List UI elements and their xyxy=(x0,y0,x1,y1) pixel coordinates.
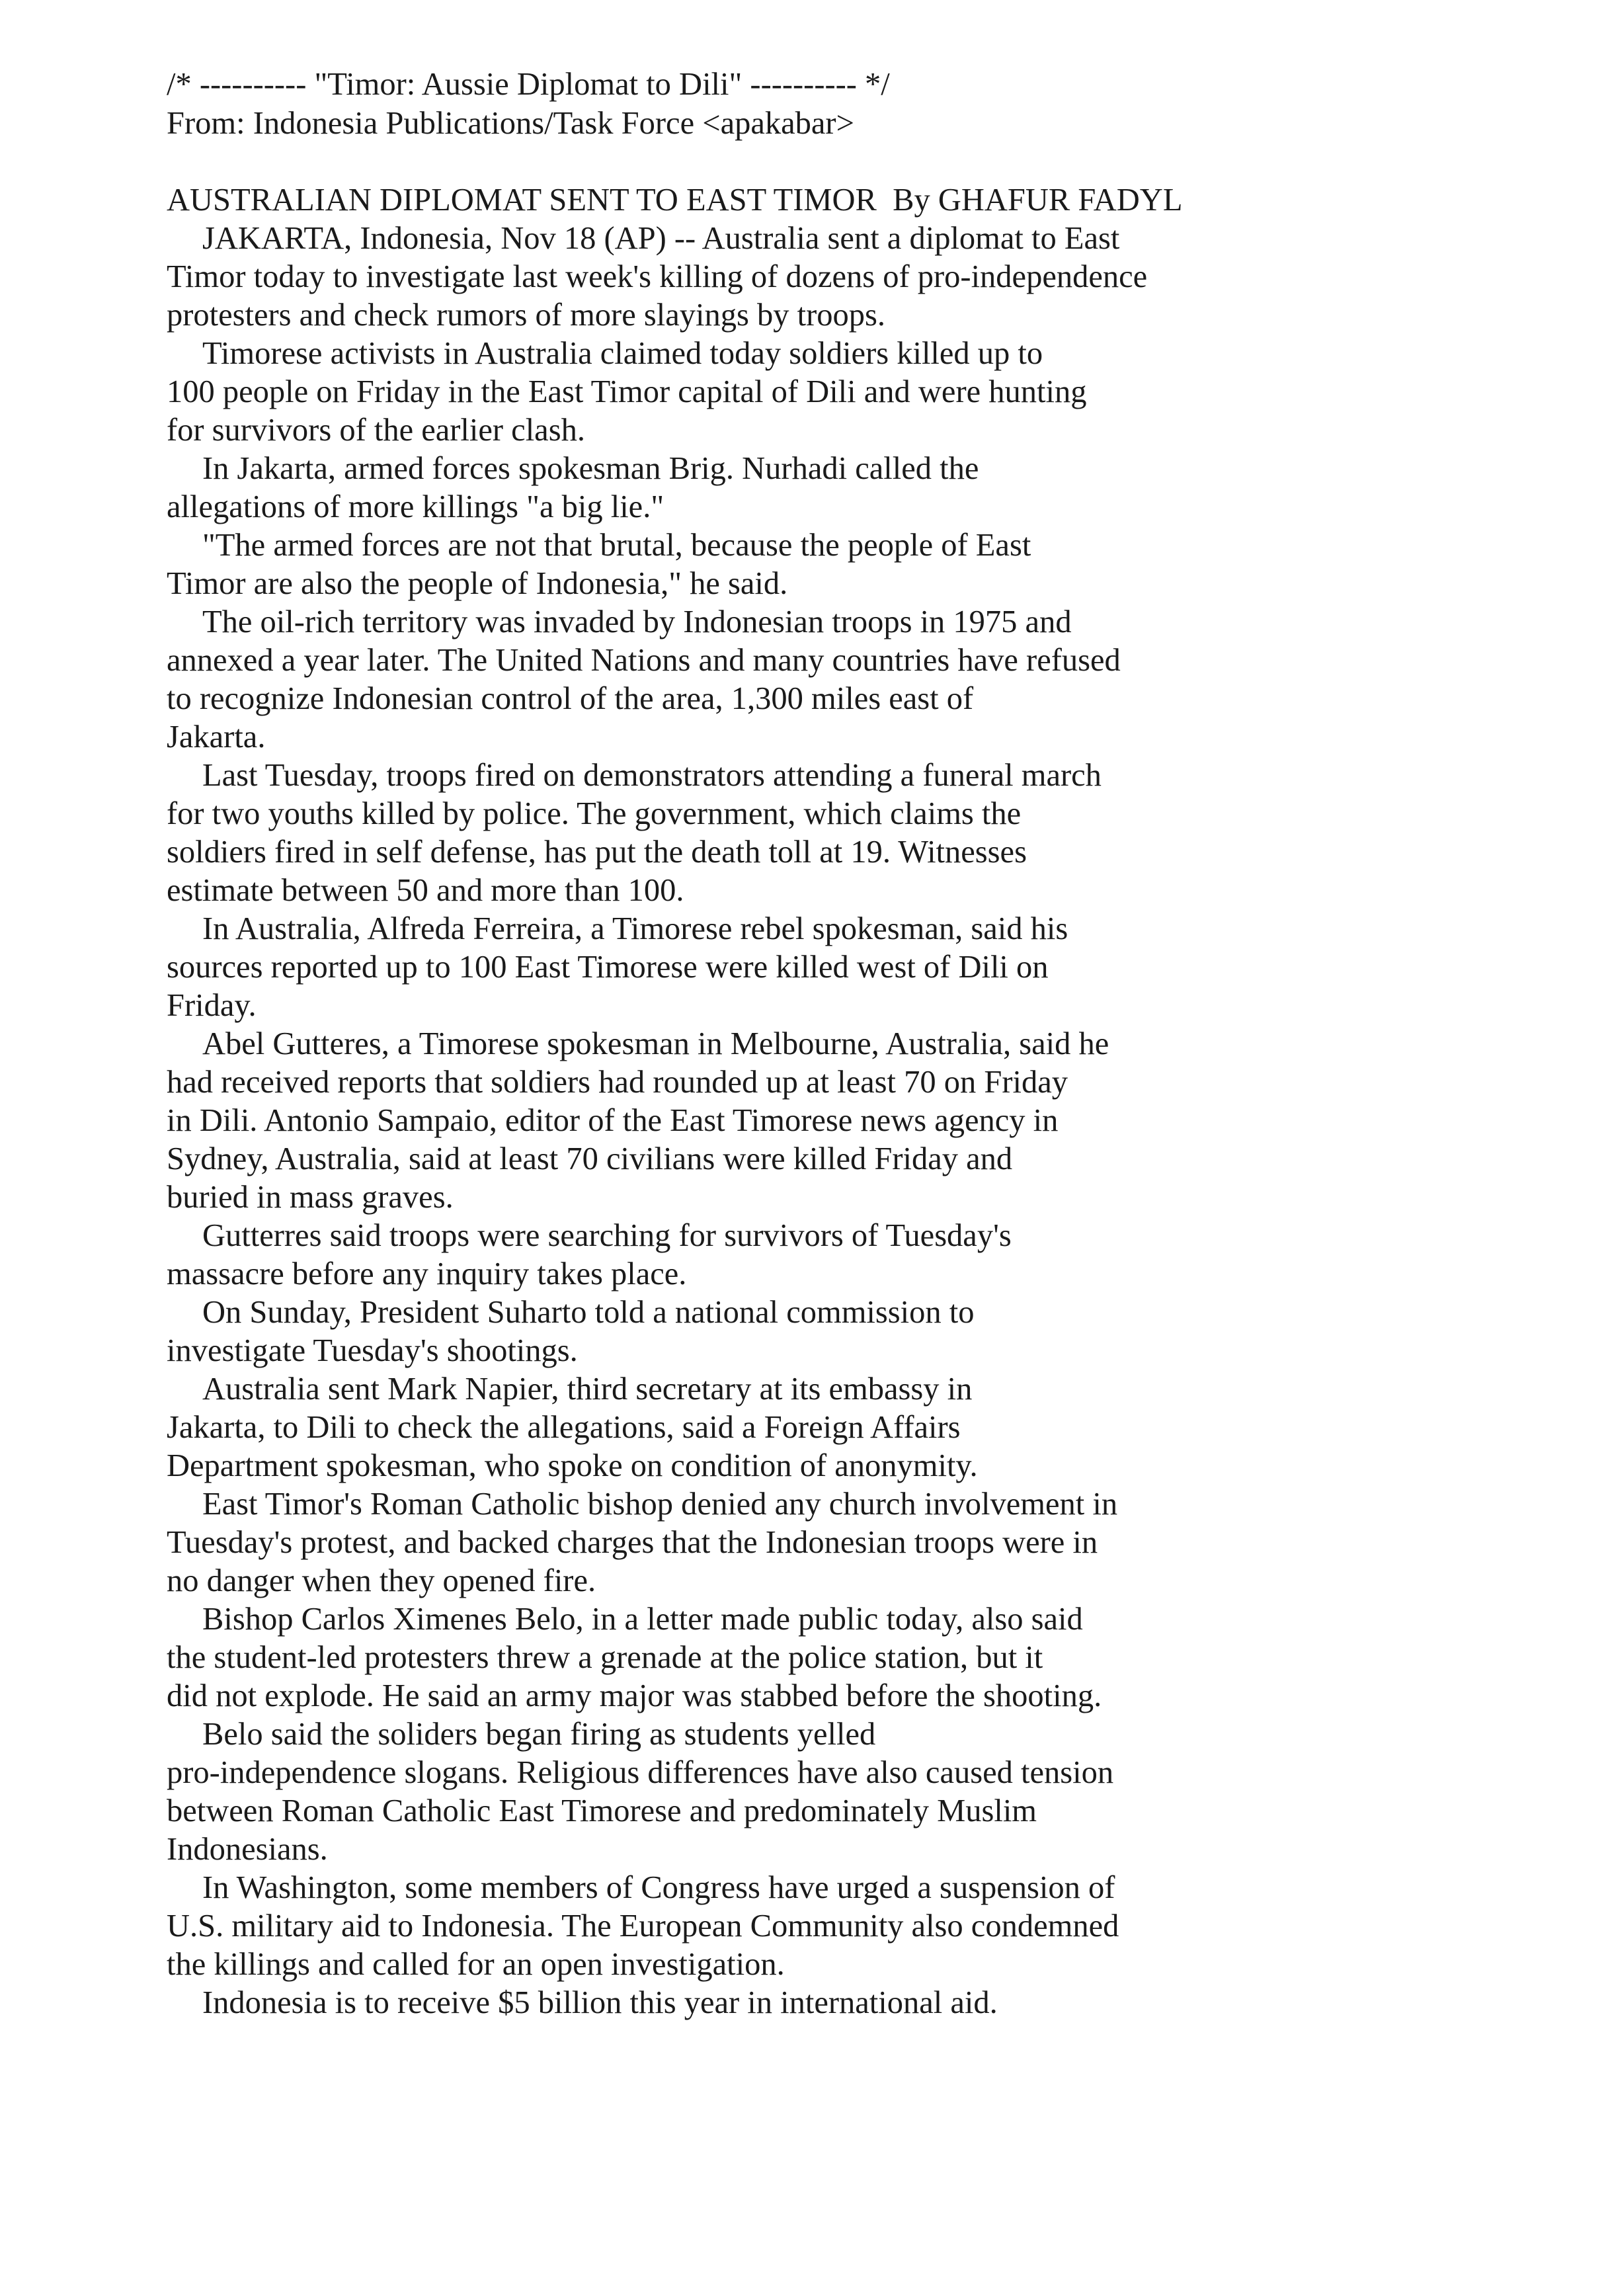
article-paragraph xyxy=(167,1715,1476,1869)
article-paragraph xyxy=(167,220,1476,335)
paragraph-line: Belo said the soliders began firing as students yelled xyxy=(202,1717,876,1752)
paragraph-line: allegations of more killings "a big lie." xyxy=(167,489,664,524)
paragraph-line: Jakarta. xyxy=(167,719,266,755)
paragraph-line: buried in mass graves. xyxy=(167,1180,454,1215)
paragraph-line: Sydney, Australia, said at least 70 civilians were killed Friday and xyxy=(167,1141,1013,1176)
paragraph-line: protesters and check rumors of more slayings by troops. xyxy=(167,298,885,333)
paragraph-line: the killings and called for an open investigation. xyxy=(167,1947,785,1982)
paragraph-line: Australia sent Mark Napier, third secretary at its embassy in xyxy=(202,1372,973,1407)
paragraph-line: Last Tuesday, troops fired on demonstrators attending a funeral march xyxy=(202,758,1102,793)
from-line: From: Indonesia Publications/Task Force <apakabar> xyxy=(167,106,854,141)
paragraph-line: 100 people on Friday in the East Timor capital of Dili and were hunting xyxy=(167,374,1087,409)
paragraph-line: between Roman Catholic East Timorese and predominately Muslim xyxy=(167,1793,1037,1828)
paragraph-line: no danger when they opened fire. xyxy=(167,1563,596,1598)
paragraph-line: Department spokesman, who spoke on condition of anonymity. xyxy=(167,1448,978,1483)
article-paragraph xyxy=(167,335,1476,450)
paragraph-line: JAKARTA, Indonesia, Nov 18 (AP) -- Australia sent a diplomat to East xyxy=(202,221,1120,256)
paragraph-line: Bishop Carlos Ximenes Belo, in a letter made public today, also said xyxy=(202,1602,1083,1637)
paragraph-line: sources reported up to 100 East Timorese were killed west of Dili on xyxy=(167,950,1049,985)
article-paragraph xyxy=(167,1217,1476,1293)
paragraph-line: Gutterres said troops were searching for survivors of Tuesday's xyxy=(202,1218,1012,1253)
paragraph-line: East Timor's Roman Catholic bishop denied any church involvement in xyxy=(202,1487,1118,1522)
article-paragraph xyxy=(167,1293,1476,1370)
article-paragraph xyxy=(167,1869,1476,1984)
paragraph-line: In Washington, some members of Congress have urged a suspension of xyxy=(202,1870,1115,1905)
paragraph-line: investigate Tuesday's shootings. xyxy=(167,1333,578,1368)
paragraph-line: Timorese activists in Australia claimed today soldiers killed up to xyxy=(202,336,1043,371)
paragraph-line: annexed a year later. The United Nations and many countries have refused xyxy=(167,643,1121,678)
blank-line xyxy=(167,143,1476,181)
paragraph-line: "The armed forces are not that brutal, because the people of East xyxy=(202,528,1031,563)
email-header xyxy=(167,65,1476,143)
paragraph-line: Tuesday's protest, and backed charges that the Indonesian troops were in xyxy=(167,1525,1098,1560)
article-paragraph xyxy=(167,603,1476,757)
paragraph-line: for survivors of the earlier clash. xyxy=(167,413,585,448)
paragraph-line: The oil-rich territory was invaded by Indonesian troops in 1975 and xyxy=(202,604,1072,639)
paragraph-line: soldiers fired in self defense, has put the death toll at 19. Witnesses xyxy=(167,835,1027,870)
paragraph-line: Indonesia is to receive $5 billion this year in international aid. xyxy=(202,1985,998,2020)
paragraph-line: pro-independence slogans. Religious differences have also caused tension xyxy=(167,1755,1114,1790)
paragraph-line: Friday. xyxy=(167,988,257,1023)
paragraph-line: In Australia, Alfreda Ferreira, a Timorese rebel spokesman, said his xyxy=(202,911,1068,946)
article-paragraph xyxy=(167,450,1476,526)
paragraph-line: In Jakarta, armed forces spokesman Brig. Nurhadi called the xyxy=(202,451,979,486)
paragraph-line: Indonesians. xyxy=(167,1832,328,1867)
paragraph-line: did not explode. He said an army major was stabbed before the shooting. xyxy=(167,1678,1102,1713)
paragraph-line: U.S. military aid to Indonesia. The European Community also condemned xyxy=(167,1908,1119,1944)
article-body xyxy=(167,220,1476,2022)
paragraph-line: had received reports that soldiers had rounded up at least 70 on Friday xyxy=(167,1065,1068,1100)
paragraph-line: Timor are also the people of Indonesia," he said. xyxy=(167,566,788,601)
paragraph-line: massacre before any inquiry takes place. xyxy=(167,1256,687,1292)
article-headline: AUSTRALIAN DIPLOMAT SENT TO EAST TIMOR By GHAFUR FADYL xyxy=(167,183,1183,218)
paragraph-line: Jakarta, to Dili to check the allegations, said a Foreign Affairs xyxy=(167,1410,961,1445)
article-paragraph xyxy=(167,1600,1476,1715)
article-paragraph xyxy=(167,1370,1476,1485)
document-page xyxy=(167,65,1476,2022)
paragraph-line: for two youths killed by police. The government, which claims the xyxy=(167,796,1022,831)
article-paragraph xyxy=(167,757,1476,910)
paragraph-line: Abel Gutteres, a Timorese spokesman in Melbourne, Australia, said he xyxy=(202,1026,1109,1061)
article-paragraph xyxy=(167,526,1476,603)
paragraph-line: in Dili. Antonio Sampaio, editor of the East Timorese news agency in xyxy=(167,1103,1059,1138)
article-paragraph xyxy=(167,910,1476,1025)
article-paragraph xyxy=(167,1485,1476,1600)
subject-line: /* ---------- "Timor: Aussie Diplomat to Dili" ---------- */ xyxy=(167,67,890,102)
paragraph-line: estimate between 50 and more than 100. xyxy=(167,873,684,908)
paragraph-line: the student-led protesters threw a grenade at the police station, but it xyxy=(167,1640,1043,1675)
article-paragraph xyxy=(167,1025,1476,1217)
article-paragraph xyxy=(167,1984,1476,2022)
paragraph-line: to recognize Indonesian control of the area, 1,300 miles east of xyxy=(167,681,974,716)
paragraph-line: On Sunday, President Suharto told a national commission to xyxy=(202,1295,975,1330)
paragraph-line: Timor today to investigate last week's killing of dozens of pro-independence xyxy=(167,259,1148,294)
